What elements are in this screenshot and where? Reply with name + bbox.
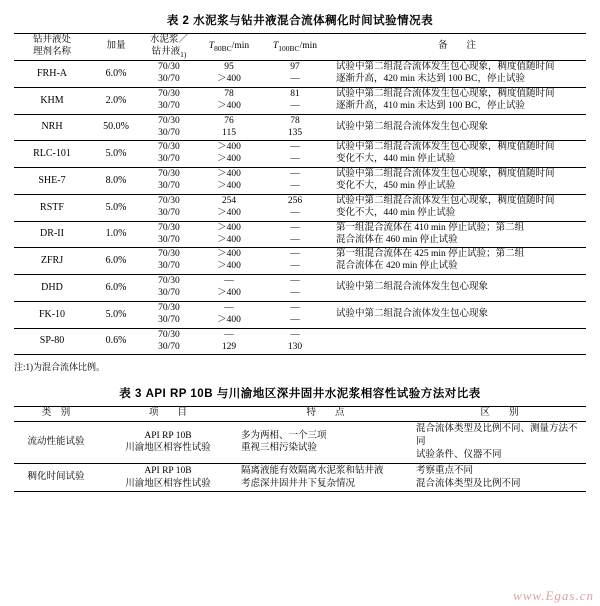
cell-feature: 多为两相、一个三项 重视三相污染试验 xyxy=(241,430,327,454)
table2-col-ratio: 水泥浆／ 钻井液$^{1)}$ xyxy=(149,35,188,59)
cell-remark xyxy=(328,328,586,355)
cell-item: API RP 10B 川渝地区相容性试验 xyxy=(125,465,211,489)
cell-remark: 试验中第二组混合流体发生包心现象 xyxy=(336,121,489,132)
cell-t80: ＞400 ＞400 xyxy=(217,222,241,245)
cell-name: KHM xyxy=(40,94,64,106)
table2-title: 表 2 水泥浆与钻井液混合流体稠化时间试验情况表 xyxy=(166,15,434,27)
cell-t80: — ＞400 xyxy=(217,302,241,325)
cell-t100: 256 — xyxy=(287,195,303,218)
cell-dosage: 1.0% xyxy=(105,228,127,240)
table-row xyxy=(14,221,586,248)
cell-feature: 隔离液能有效隔离水泥浆和钻井液 考虑深井固井井下复杂情况 xyxy=(241,465,384,489)
cell-remark: 试验中第二组混合流体发生包心现象 xyxy=(336,282,489,293)
cell-t100: — 130 xyxy=(287,329,303,352)
cell-ratio: 70/30 30/70 xyxy=(158,276,180,299)
cell-name: FRH-A xyxy=(36,67,67,79)
cell-dosage: 50.0% xyxy=(103,121,129,133)
cell-t100: 81 — xyxy=(290,88,300,111)
cell-remark: 试验中第二组混合流体发生包心现象，稠度值随时间 逐渐升高，410 min 未达到 100 BC，停止试验 xyxy=(336,88,555,111)
cell-remark: 试验中第二组混合流体发生包心现象，稠度值随时间 变化不大，440 min 停止试验 xyxy=(336,195,555,218)
section-spacer xyxy=(14,375,586,381)
cell-difference: 考察重点不同 混合流体类型及比例不同 xyxy=(416,465,521,489)
cell-ratio: 70/30 30/70 xyxy=(158,88,180,111)
cell-ratio: 70/30 30/70 xyxy=(158,115,180,138)
cell-ratio: 70/30 30/70 xyxy=(158,302,180,325)
cell-t80: ＞400 ＞400 xyxy=(217,249,241,272)
table-row xyxy=(14,275,586,302)
table-row xyxy=(14,463,586,492)
table2-col-name: 钻井液处 理剂名称 xyxy=(32,35,71,58)
cell-t100: 78 135 xyxy=(287,115,303,138)
table3-body xyxy=(14,422,586,492)
cell-t80: 76 115 xyxy=(222,115,236,138)
table-row xyxy=(14,301,586,328)
cell-ratio: 70/30 30/70 xyxy=(158,329,180,352)
cell-dosage: 6.0% xyxy=(105,255,127,267)
cell-category: 稠化时间试验 xyxy=(27,471,85,482)
cell-t80: — 129 xyxy=(221,329,237,352)
cell-t80: ＞400 ＞400 xyxy=(217,142,241,165)
cell-name: ZFRJ xyxy=(40,255,64,267)
table2-col-remark: 备 注 xyxy=(437,41,476,52)
cell-dosage: 5.0% xyxy=(105,308,127,320)
table3-col-category: 类 别 xyxy=(41,408,71,419)
cell-t100: — — xyxy=(290,249,300,272)
cell-dosage: 0.6% xyxy=(105,335,127,347)
cell-t100: — — xyxy=(290,142,300,165)
cell-name: NRH xyxy=(41,121,63,133)
cell-t100: 97 — xyxy=(290,62,300,85)
cell-name: RSTF xyxy=(40,201,64,213)
table2-col-dosage: 加量 xyxy=(106,41,126,52)
cell-ratio: 70/30 30/70 xyxy=(158,169,180,192)
cell-remark: 试验中第二组混合流体发生包心现象，稠度值随时间 逐渐升高，420 min 未达到 100 BC，停止试验 xyxy=(336,62,555,85)
cell-remark: 第一组混合流体在 410 min 停止试验；第二组 混合流体在 460 min 停止试验 xyxy=(336,222,525,245)
cell-dosage: 6.0% xyxy=(105,281,127,293)
cell-remark: 第一组混合流体在 425 min 停止试验；第二组 混合流体在 420 min 停止试验 xyxy=(336,249,525,272)
watermark: www.Egas.cn xyxy=(513,588,594,603)
cell-t100: — — xyxy=(290,302,300,325)
cell-dosage: 2.0% xyxy=(105,94,127,106)
cell-t100: — — xyxy=(290,276,300,299)
table2 xyxy=(14,33,586,355)
table3-col-feature: 特 点 xyxy=(306,408,345,419)
cell-name: DR-II xyxy=(40,228,64,240)
cell-remark: 试验中第二组混合流体发生包心现象，稠度值随时间 变化不大，450 min 停止试验 xyxy=(336,169,555,192)
cell-name: FK-10 xyxy=(38,308,66,320)
cell-remark: 试验中第二组混合流体发生包心现象，稠度值随时间 变化不大，440 min 停止试验 xyxy=(336,142,555,165)
cell-dosage: 5.0% xyxy=(105,201,127,213)
cell-name: SHE-7 xyxy=(38,174,66,186)
table3-col-difference: 区 别 xyxy=(480,408,519,419)
cell-ratio: 70/30 30/70 xyxy=(158,142,180,165)
cell-dosage: 8.0% xyxy=(105,174,127,186)
cell-name: RLC-101 xyxy=(33,148,71,160)
table-row xyxy=(14,194,586,221)
table3-col-item: 项 目 xyxy=(148,408,187,419)
table3-header xyxy=(14,407,586,422)
cell-ratio: 70/30 30/70 xyxy=(158,62,180,85)
cell-dosage: 6.0% xyxy=(105,67,127,79)
table2-col-t100: $T_{100BC}/\min$ xyxy=(273,40,317,53)
cell-category: 流动性能试验 xyxy=(27,436,85,447)
footnote-marker: 1) xyxy=(180,49,187,59)
cell-t100: — — xyxy=(290,169,300,192)
table-row xyxy=(14,114,586,141)
table3-title: 表 3 API RP 10B 与川渝地区深井固井水泥浆相容性试验方法对比表 xyxy=(119,388,481,401)
cell-remark: 试验中第二组混合流体发生包心现象 xyxy=(336,308,489,319)
cell-item: API RP 10B 川渝地区相容性试验 xyxy=(125,430,211,454)
table-row xyxy=(14,141,586,168)
cell-difference: 混合流体类型及比例不同、测量方法不同 试验条件、仪器不同 xyxy=(416,424,578,460)
table-row xyxy=(14,248,586,275)
table-row xyxy=(14,422,586,463)
cell-ratio: 70/30 30/70 xyxy=(158,222,180,245)
table2-header xyxy=(14,34,586,61)
cell-ratio: 70/30 30/70 xyxy=(158,195,180,218)
cell-t80: — ＞400 xyxy=(217,276,241,299)
table2-body xyxy=(14,61,586,355)
cell-name: DHD xyxy=(41,281,63,293)
table2-col-t80: $T_{80BC}/\min$ xyxy=(208,40,250,53)
table-row xyxy=(14,328,586,355)
table-row xyxy=(14,61,586,88)
table-row xyxy=(14,168,586,195)
cell-t80: 95 ＞400 xyxy=(217,62,241,85)
table2-footnote: 注:1)为混合流体比例。 xyxy=(14,362,105,373)
cell-name: SP-80 xyxy=(39,335,65,347)
cell-t100: — — xyxy=(290,222,300,245)
cell-ratio: 70/30 30/70 xyxy=(158,249,180,272)
cell-dosage: 5.0% xyxy=(105,148,127,160)
table3 xyxy=(14,406,586,492)
cell-t80: ＞400 ＞400 xyxy=(217,169,241,192)
cell-t80: 78 ＞400 xyxy=(217,88,241,111)
table-row xyxy=(14,87,586,114)
cell-t80: 254 ＞400 xyxy=(217,195,241,218)
